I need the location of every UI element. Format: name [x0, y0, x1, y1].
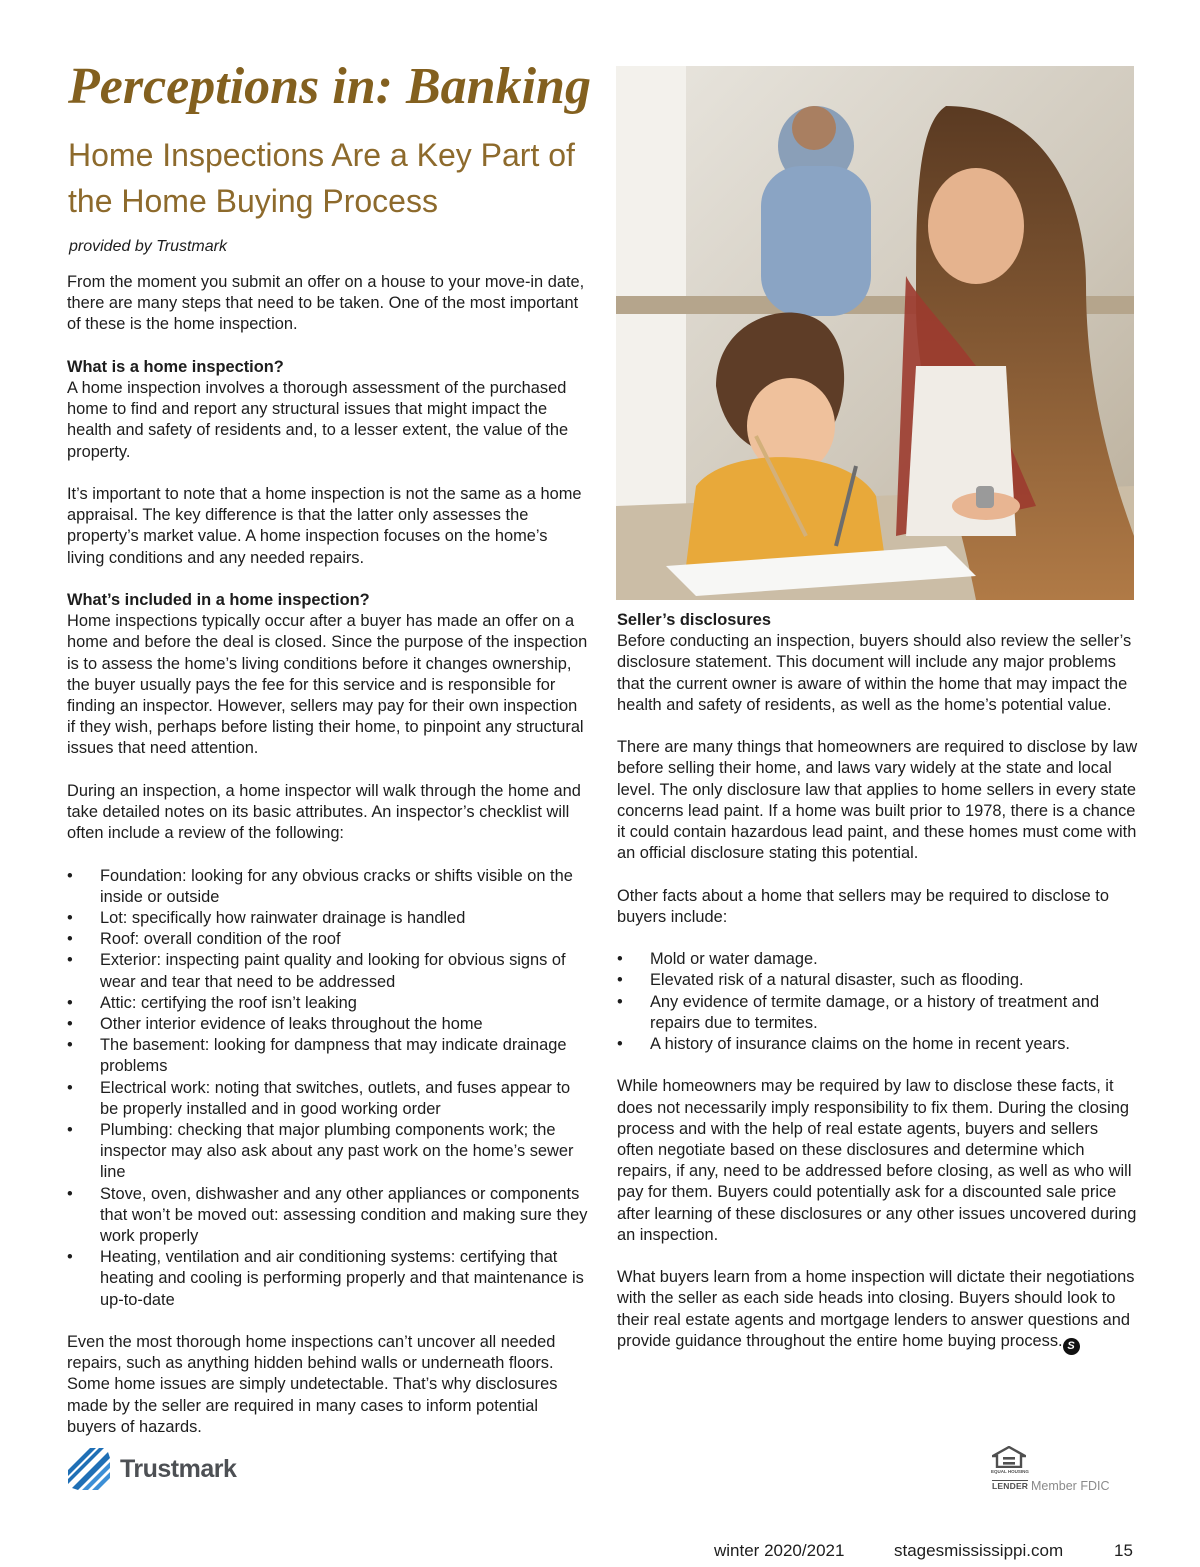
- paragraph-other-facts: Other facts about a home that sellers may be required to disclose to buyers include:: [617, 886, 1109, 926]
- list-item: • Mold or water damage.: [617, 949, 1139, 970]
- paragraph-closing: What buyers learn from a home inspection will dictate their negotiations with the seller as each side heads into closing. Buyers should look to their real estate agents and mortgage lenders to answer questions and provide guidance throughout the entire home buying process. S: [617, 1267, 1139, 1355]
- list-item: • Stove, oven, dishwasher and any other appliances or components that won’t be moved out: assessing condition and making sure they work properly: [67, 1184, 588, 1246]
- paragraph-definition: A home inspection involves a thorough assessment of the purchased home to find and report any structural issues that might impact the health and safety of residents and, to a lesser extent, the value of the property.: [67, 379, 569, 461]
- bullet-icon: •: [617, 971, 623, 990]
- stages-s-icon: S: [1063, 1338, 1080, 1355]
- trustmark-logo: [66, 1446, 236, 1492]
- list-item: • Other interior evidence of leaks throughout the home: [67, 1014, 589, 1035]
- trustmark-stripes-icon: [66, 1446, 112, 1492]
- bullet-icon: •: [67, 1036, 73, 1055]
- mother-daughter-photo: [616, 66, 1134, 600]
- page-number: 15: [1114, 1541, 1133, 1560]
- issue-date: winter 2020/2021: [714, 1541, 845, 1560]
- bullet-icon: •: [617, 1035, 623, 1054]
- left-column: [67, 272, 589, 1459]
- right-column: [617, 610, 1139, 1376]
- list-item: • Lot: specifically how rainwater drainage is handled: [67, 908, 589, 929]
- trustmark-wordmark: Trustmark: [120, 1454, 237, 1483]
- heading-whats-included: What’s included in a home inspection?: [67, 591, 370, 609]
- list-item: • A history of insurance claims on the home in recent years.: [617, 1034, 1139, 1055]
- member-fdic: Member FDIC: [1031, 1479, 1110, 1493]
- bullet-icon: •: [67, 1184, 73, 1203]
- heading-sellers-disclosures: Seller’s disclosures: [617, 611, 771, 629]
- bullet-icon: •: [67, 1015, 73, 1034]
- list-item: • Elevated risk of a natural disaster, such as flooding.: [617, 970, 1139, 991]
- bullet-icon: •: [617, 992, 623, 1011]
- list-item: • The basement: looking for dampness that may indicate drainage problems: [67, 1036, 567, 1076]
- list-item: • Exterior: inspecting paint quality and looking for obvious signs of wear and tear that need to be addressed: [67, 951, 566, 991]
- paragraph-appraisal-difference: It’s important to note that a home inspection is not the same as a home appraisal. The key difference is that the latter only assesses the property’s market value. A home inspection focuses on the home’s living conditions and any needed repairs.: [67, 485, 582, 567]
- paragraph-undetectable: Even the most thorough home inspections can’t uncover all needed repairs, such as anything hidden behind walls or underneath floors. Some home issues are simply undetectable. That’s why disclosures made by the seller are required in many cases to inform potential buyers of hazards.: [67, 1333, 558, 1436]
- list-item: • Heating, ventilation and air conditioning systems: certifying that heating and cooling is performing properly and that maintenance is up-to-date: [67, 1248, 584, 1309]
- list-item: • Foundation: looking for any obvious cracks or shifts visible on the inside or outside: [67, 866, 573, 906]
- intro-paragraph: From the moment you submit an offer on a house to your move-in date, there are many steps that need to be taken. One of the most important of these is the home inspection.: [67, 273, 585, 334]
- lender-text: LENDER: [992, 1481, 1029, 1491]
- heading-what-is-inspection: What is a home inspection?: [67, 357, 284, 376]
- website: stagesmississippi.com: [894, 1541, 1064, 1560]
- bullet-icon: •: [67, 1248, 73, 1267]
- bullet-icon: •: [67, 1121, 73, 1140]
- byline: provided by Trustmark: [69, 238, 227, 255]
- list-item: • Any evidence of termite damage, or a history of treatment and repairs due to termites.: [617, 992, 1100, 1032]
- article-subtitle: Home Inspections Are a Key Part of the Home Buying Process: [68, 137, 575, 219]
- bullet-icon: •: [67, 909, 73, 928]
- paragraph-checklist-intro: During an inspection, a home inspector will walk through the home and take detailed notes on its basic attributes. An inspector’s checklist will often include a review of the following:: [67, 781, 581, 843]
- paragraph-disclosure-statement: Before conducting an inspection, buyers should also review the seller’s disclosure statement. This document will include any major problems that the current owner is aware of within the home that may impact the health and safety of residents, as well as the home’s potential value.: [617, 632, 1132, 714]
- equal-housing-text: EQUAL HOUSING: [991, 1469, 1029, 1474]
- list-item: • Roof: overall condition of the roof: [67, 929, 589, 950]
- page-title: Perceptions in: Banking: [68, 58, 591, 115]
- bullet-icon: •: [67, 951, 73, 970]
- list-item: • Attic: certifying the roof isn’t leaking: [67, 993, 589, 1014]
- equal-housing-lender: [990, 1446, 1130, 1496]
- list-item: • Electrical work: noting that switches, outlets, and fuses appear to be properly installed and in good working order: [67, 1078, 571, 1118]
- paragraph-timing: Home inspections typically occur after a buyer has made an offer on a home and before the deal is closed. Since the purpose of the inspection is to assess the home’s living conditions before it changes ownership, the buyer usually pays the fee for this service and is responsible for finding an inspector. However, sellers may pay for their own inspection if they wish, perhaps before listing their home, to pinpoint any structural issues that need attention.: [67, 612, 588, 758]
- house-equal-icon: [992, 1446, 1026, 1468]
- bullet-icon: •: [67, 1078, 73, 1097]
- paragraph-negotiation: While homeowners may be required by law to disclose these facts, it does not necessarily imply responsibility to fix them. During the closing process and with the help of real estate agents, buyers and sellers often negotiate based on these disclosures and determine which repairs, if any, need to be addressed before closing, as well as who will pay for them. Buyers could potentially ask for a discounted sale price after learning of these disclosures or any other issues uncovered during an inspection.: [617, 1077, 1137, 1244]
- disclosure-facts-list: [617, 949, 1139, 1055]
- list-item: • Plumbing: checking that major plumbing components work; the inspector may also ask about any past work on the home’s sewer line: [67, 1121, 574, 1182]
- bullet-icon: •: [67, 866, 73, 885]
- bullet-icon: •: [67, 993, 73, 1012]
- inspection-checklist: [67, 866, 589, 1311]
- paragraph-disclosure-laws: There are many things that homeowners are required to disclose by law before selling their home, and laws vary widely at the state and local level. The only disclosure law that applies to home sellers in every state concerns lead paint. If a home was built prior to 1978, there is a chance it could contain hazardous lead paint, and these homes must come with an official disclosure stating this potential.: [617, 738, 1138, 863]
- bullet-icon: •: [617, 950, 623, 969]
- bullet-icon: •: [67, 930, 73, 949]
